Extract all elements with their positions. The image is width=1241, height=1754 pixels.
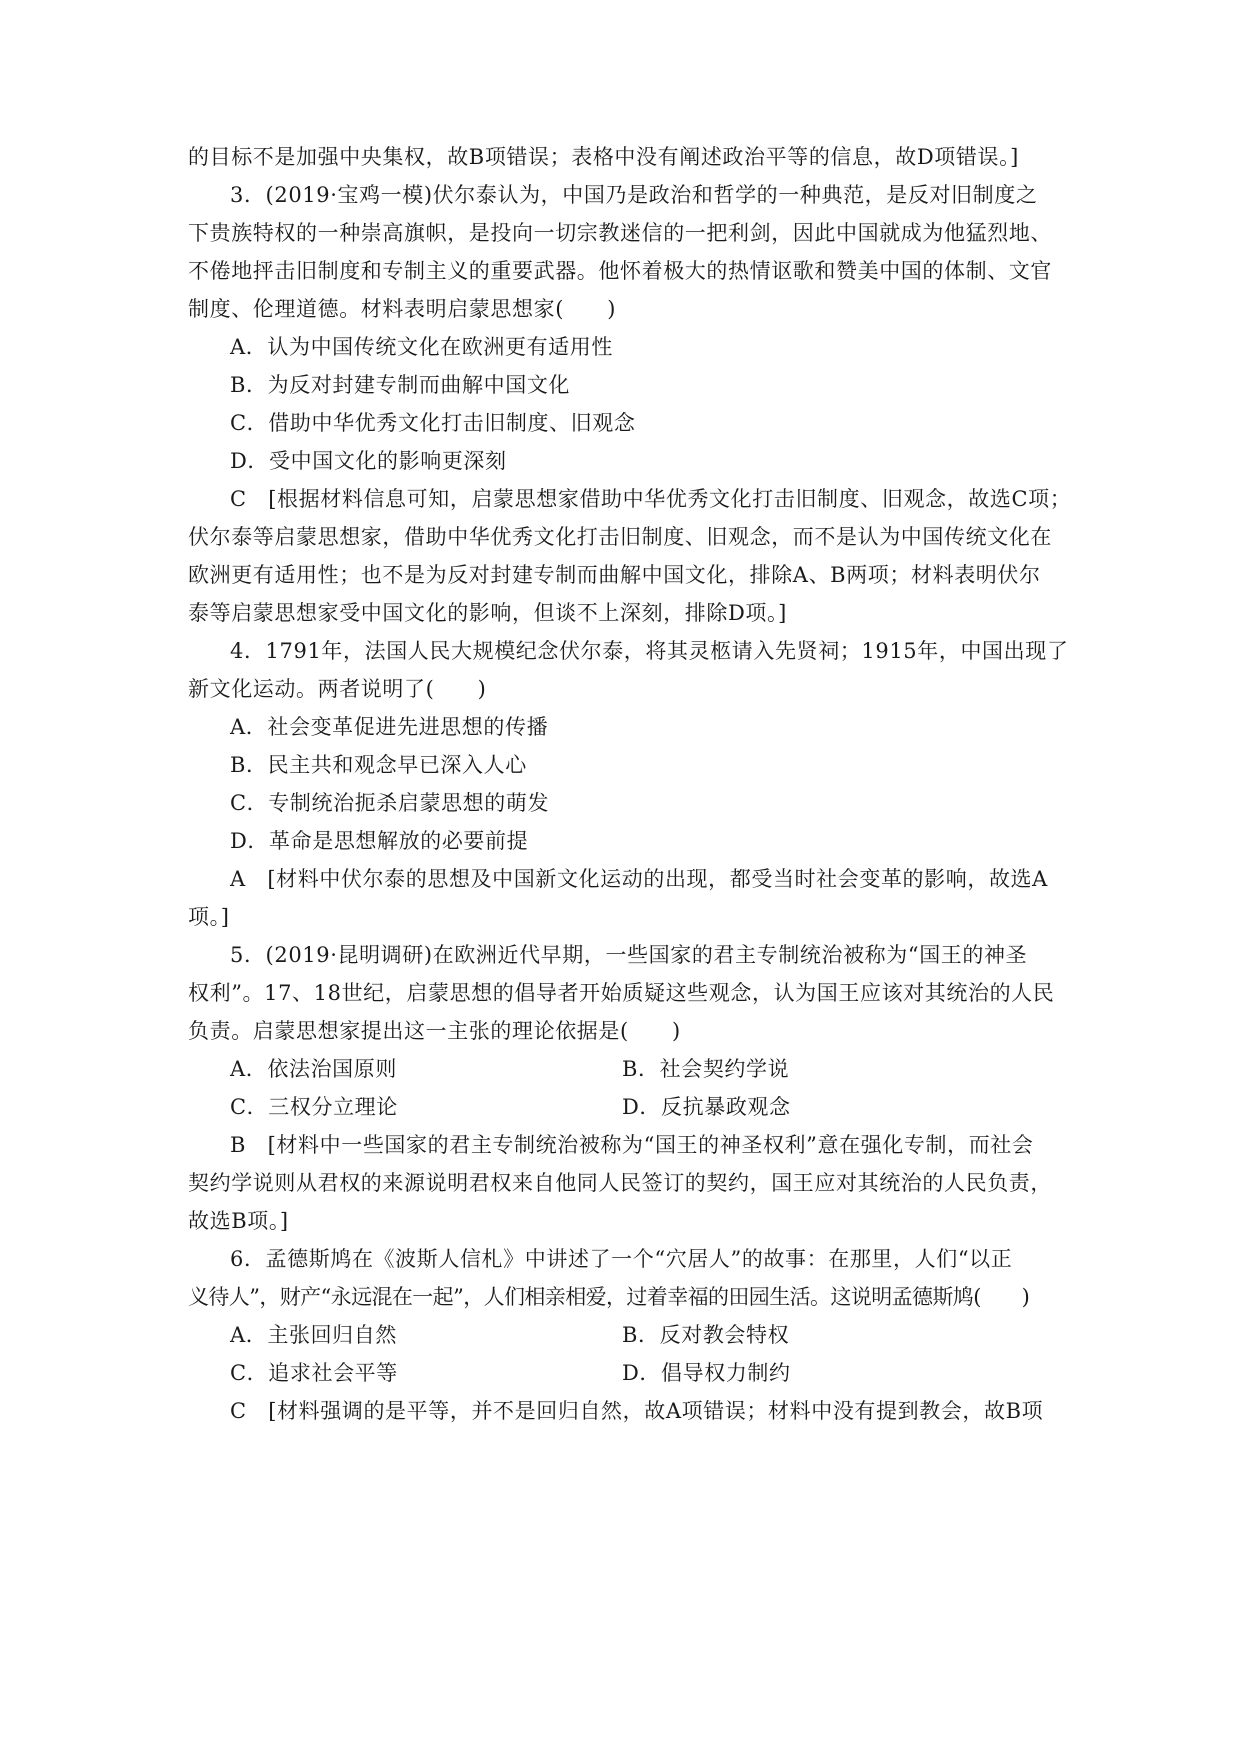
- question-3-stem: 3．(2019·宝鸡一模)伏尔泰认为，中国乃是政治和哲学的一种典范，是反对旧制度之: [230, 183, 1038, 207]
- question-3-stem: 制度、伦理道德。材料表明启蒙思想家( ): [188, 297, 616, 321]
- answer-2-continued: 的目标不是加强中央集权，故B项错误；表格中没有阐述政治平等的信息，故D项错误。]: [188, 145, 1019, 169]
- question-5-stem: 5．(2019·昆明调研)在欧洲近代早期，一些国家的君主专制统治被称为“国王的神圣: [230, 943, 1028, 967]
- question-5-stem: 负责。启蒙思想家提出这一主张的理论依据是( ): [188, 1019, 681, 1043]
- question-4-option-d: D．革命是思想解放的必要前提: [230, 829, 529, 853]
- question-5-option-b: B．社会契约学说: [622, 1057, 790, 1081]
- question-3-option-b: B．为反对封建专制而曲解中国文化: [230, 373, 571, 397]
- answer-5: 故选B项。]: [188, 1209, 289, 1233]
- question-5-option-d: D．反抗暴政观念: [622, 1095, 791, 1119]
- answer-5: B [材料中一些国家的君主专制统治被称为“国王的神圣权利”意在强化专制，而社会: [230, 1133, 1034, 1157]
- answer-6: C [材料强调的是平等，并不是回归自然，故A项错误；材料中没有提到教会，故B项: [230, 1399, 1044, 1423]
- question-3-option-d: D．受中国文化的影响更深刻: [230, 449, 507, 473]
- question-6-option-c: C．追求社会平等: [230, 1361, 398, 1385]
- question-4-option-c: C．专制统治扼杀启蒙思想的萌发: [230, 791, 550, 815]
- answer-4: 项。]: [188, 905, 230, 929]
- question-5-option-a: A．依法治国原则: [230, 1057, 397, 1081]
- question-4-option-b: B．民主共和观念早已深入人心: [230, 753, 527, 777]
- question-3-option-c: C．借助中华优秀文化打击旧制度、旧观念: [230, 411, 636, 435]
- question-3-stem: 不倦地抨击旧制度和专制主义的重要武器。他怀着极大的热情讴歌和赞美中国的体制、文官: [188, 259, 1052, 283]
- question-4-stem: 新文化运动。两者说明了( ): [188, 677, 487, 701]
- question-6-stem: 6．孟德斯鸠在《波斯人信札》中讲述了一个“穴居人”的故事：在那里，人们“以正: [230, 1247, 1013, 1271]
- question-6-option-b: B．反对教会特权: [622, 1323, 790, 1347]
- question-3-stem: 下贵族特权的一种崇高旗帜，是投向一切宗教迷信的一把利剑，因此中国就成为他猛烈地、: [188, 221, 1052, 245]
- question-5-option-c: C．三权分立理论: [230, 1095, 398, 1119]
- answer-5: 契约学说则从君权的来源说明君权来自他同人民签订的契约，国王应对其统治的人民负责，: [188, 1171, 1052, 1195]
- answer-3: 伏尔泰等启蒙思想家，借助中华优秀文化打击旧制度、旧观念，而不是认为中国传统文化在: [188, 525, 1052, 549]
- answer-3: 欧洲更有适用性；也不是为反对封建专制而曲解中国文化，排除A、B两项；材料表明伏尔: [188, 563, 1041, 587]
- question-6-option-a: A．主张回归自然: [230, 1323, 397, 1347]
- question-6-stem: 义待人”，财产“永远混在一起”，人们相亲相爱，过着幸福的田园生活。这说明孟德斯鸠( ): [188, 1285, 1030, 1309]
- question-3-option-a: A．认为中国传统文化在欧洲更有适用性: [230, 335, 613, 359]
- question-6-option-d: D．倡导权力制约: [622, 1361, 791, 1385]
- question-4-stem: 4．1791年，法国人民大规模纪念伏尔泰，将其灵柩请入先贤祠；1915年，中国出现了: [230, 639, 1069, 663]
- question-4-option-a: A．社会变革促进先进思想的传播: [230, 715, 549, 739]
- answer-3: C [根据材料信息可知，启蒙思想家借助中华优秀文化打击旧制度、旧观念，故选C项；: [230, 487, 1072, 511]
- answer-3: 泰等启蒙思想家受中国文化的影响，但谈不上深刻，排除D项。]: [188, 601, 787, 625]
- answer-4: A [材料中伏尔泰的思想及中国新文化运动的出现，都受当时社会变革的影响，故选A: [230, 867, 1048, 891]
- question-5-stem: 权利”。17、18世纪，启蒙思想的倡导者开始质疑这些观念，认为国王应该对其统治的人民: [188, 981, 1055, 1005]
